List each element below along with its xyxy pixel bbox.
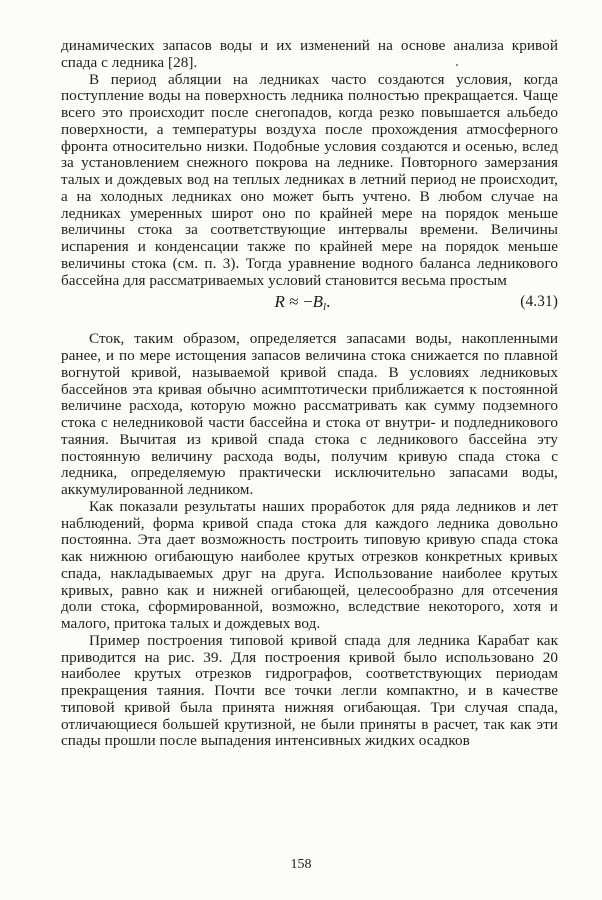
formula-minus: − [302,292,313,312]
paragraph-2: В период абляции на ледниках часто создаются условия, когда поступление воды на поверхность ледника полностью прекращается. Чаще всего это происходит после снегопадов, когда резко повышается альбедо поверхности, а температуры воздуха после прохождения атмосферного фронта относительно низки. Подобные условия создаются и осенью, вслед за установлением снежного покрова на леднике. Повторного замерзания талых и дождевых вод на теплых ледниках в летний период не происходит, а на холодных ледниках оно может быть учтено. В любом случае на ледниках умеренных широт оно по крайней мере на порядок меньше величины стока за соответствующие интервалы времени. Величины испарения и конденсации также по крайней мере на порядок меньше величины стока (см. п. 3). Тогда уравнение водного баланса ледникового бассейна для рассматриваемых условий становится весьма простым [61,70,558,289]
equation-formula [61,294,558,316]
formula-rhs-subscript: l [323,301,327,314]
page-body [61,38,558,750]
formula-lhs: R [274,292,285,312]
paragraph-5: Пример построения типовой кривой спада для ледника Карабат как приводится на рис. 39. Для построения кривой было использовано 20 наиболее крутых отрезков гидрографов, соответствующих периодам прекращения таяния. Почти все точки легли компактно, и в качестве типовой кривой была принята нижняя огибающая. Три случая спада, отличающиеся большей крутизной, не были приняты в расчет, так как эти спады прошли после выпадения интенсивных жидких осадков [61,631,558,750]
formula-relation: ≈ [289,292,299,312]
paragraph-4: Как показали результаты наших проработок для ряда ледников и лет наблюдений, форма кривой спада стока для каждого ледника довольно постоянна. Эта дает возможность построить типовую кривую спада стока как нижнюю огибающую наиболее крутых отрезков конкретных кривых спада, накладываемых друг на друга. Использование наиболее крутых кривых, равно как и нижней огибающей, целесообразно для отсечения доли стока, сформированной, возможно, вследствие некоторого, хотя и малого, притока талых и дождевых вод. [61,497,558,632]
paragraph-3: Сток, таким образом, определяется запасами воды, накопленными ранее, и по мере истощения запасов величина стока снижается по плавной вогнутой кривой, называемой кривой спада. В условиях ледниковых бассейнов эта кривая обычно асимптотически приближается к постоянной величине расхода, которую можно рассматривать как сумму подземного стока с неледниковой части бассейна и стока от внутри- и подледникового таяния. Вычитая из кривой спада стока с ледникового бассейна эту постоянную величину расхода воды, получим кривую спада стока с ледника, определяемую практически исключительно запасами воды, аккумулированной ледником. [61,330,558,498]
formula-rhs-symbol: B [312,292,324,312]
formula-end: . [326,292,331,312]
paragraph-1: динамических запасов воды и их изменений на основе анализа кривой спада с ледника [28]. [61,37,558,71]
equation-4-31 [61,291,558,321]
equation-number: (4.31) [520,293,558,311]
page-number: 158 [290,857,312,872]
